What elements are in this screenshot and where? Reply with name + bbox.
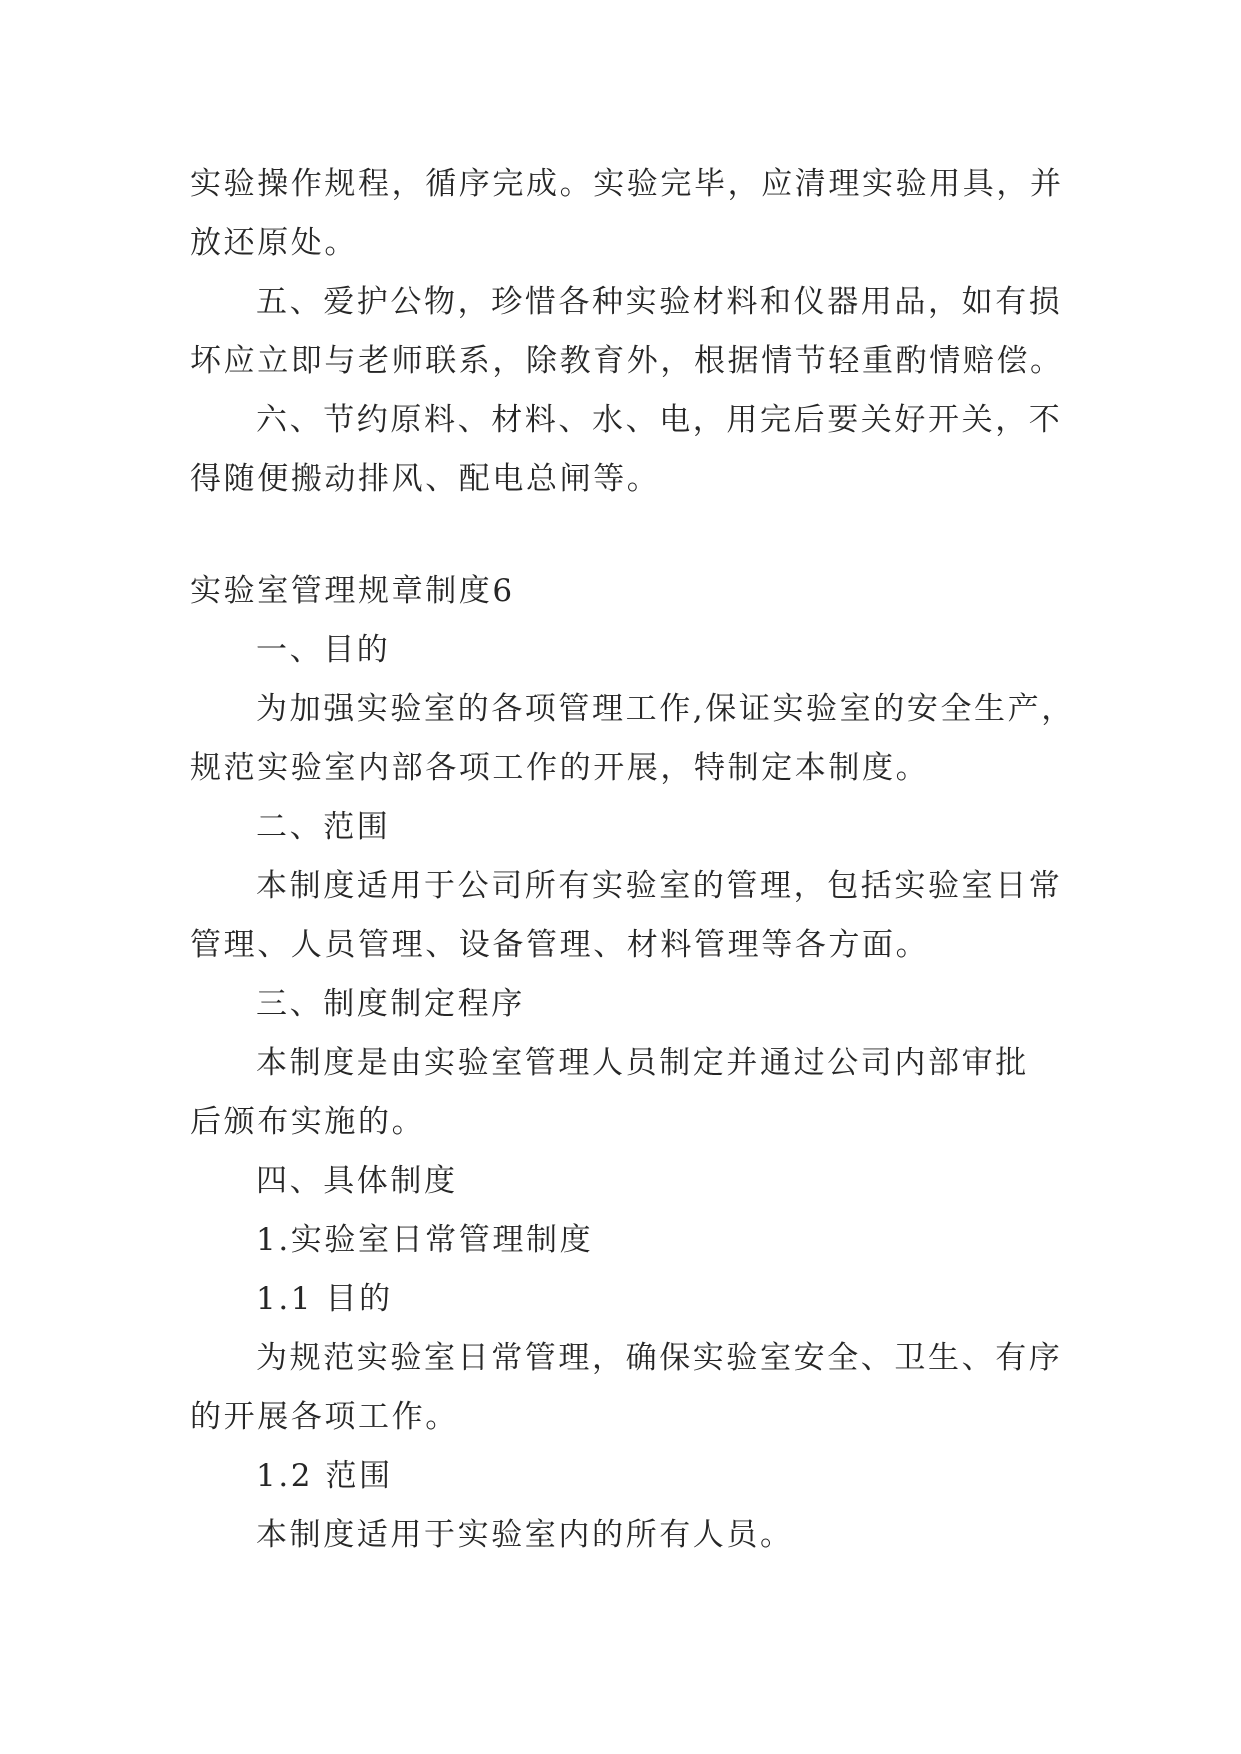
subheading: 三、制度制定程序 xyxy=(256,986,525,1022)
paragraph-line: 为规范实验室日常管理，确保实验室安全、卫生、有序 xyxy=(256,1340,1063,1376)
paragraph-line: 本制度是由实验室管理人员制定并通过公司内部审批 xyxy=(256,1045,1029,1081)
paragraph-line: 后颁布实施的。 xyxy=(190,1104,426,1140)
paragraph-line: 实验操作规程，循序完成。实验完毕，应清理实验用具，并 xyxy=(190,166,1064,202)
paragraph-line: 管理、人员管理、设备管理、材料管理等各方面。 xyxy=(190,927,930,963)
paragraph-line: 为加强实验室的各项管理工作,保证实验室的安全生产， xyxy=(256,691,1075,727)
paragraph-line: 本制度适用于实验室内的所有人员。 xyxy=(256,1517,794,1553)
subheading: 1.2 范围 xyxy=(256,1458,393,1494)
paragraph-line: 得随便搬动排风、配电总闸等。 xyxy=(190,461,661,497)
subheading: 1.实验室日常管理制度 xyxy=(256,1222,594,1258)
paragraph-line: 六、节约原料、材料、水、电，用完后要关好开关，不 xyxy=(256,402,1063,438)
paragraph-line: 放还原处。 xyxy=(190,225,358,261)
subheading: 1.1 目的 xyxy=(256,1281,393,1317)
subheading: 一、目的 xyxy=(256,632,391,668)
paragraph-line: 本制度适用于公司所有实验室的管理，包括实验室日常 xyxy=(256,868,1063,904)
paragraph-line: 坏应立即与老师联系，除教育外，根据情节轻重酌情赔偿。 xyxy=(190,343,1064,379)
paragraph-line: 的开展各项工作。 xyxy=(190,1399,459,1435)
subheading: 四、具体制度 xyxy=(256,1163,458,1199)
section-heading: 实验室管理规章制度6 xyxy=(190,573,515,609)
paragraph-line: 规范实验室内部各项工作的开展，特制定本制度。 xyxy=(190,750,930,786)
subheading: 二、范围 xyxy=(256,809,391,845)
paragraph-line: 五、爱护公物，珍惜各种实验材料和仪器用品，如有损 xyxy=(256,284,1063,320)
